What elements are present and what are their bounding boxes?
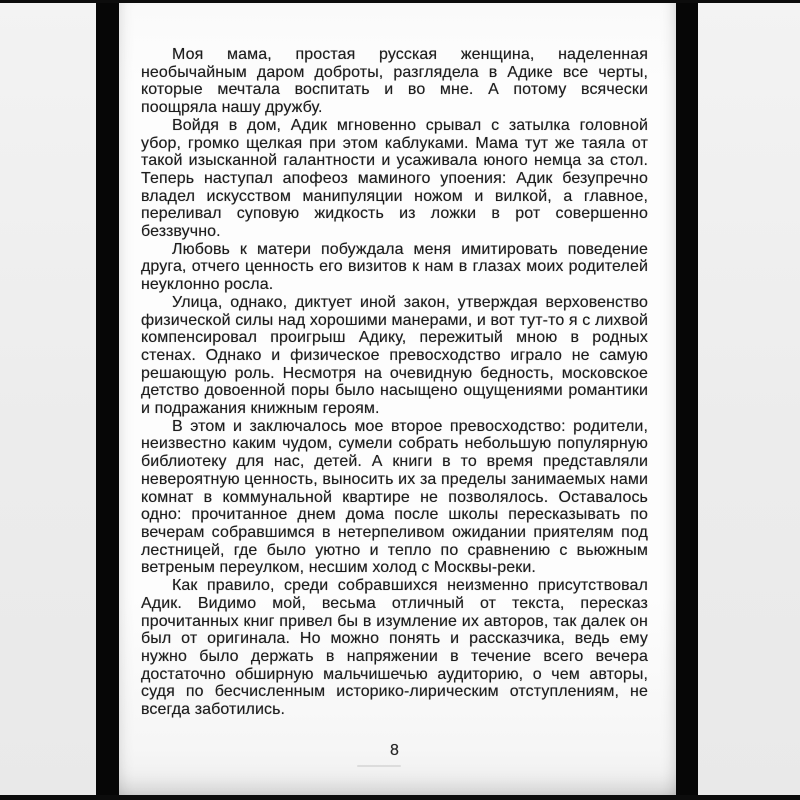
frame-edge-top <box>0 0 800 3</box>
frame-bar-left <box>96 0 119 800</box>
paragraph: Как правило, среди собравшихся неизменно присутствовал Адик. Видимо мой, весьма отличный от текста, пересказ прочитанных книг привел бы в изумление их авторов, так далек он был от оригинала. Но можно понять и рассказчика, ведь ему нужно было держать в напряжении в течение всего вечера достаточно обширную мальчишечью аудиторию, о чем авторы, судя по бесчисленным историко-лирическим отступлениям, не всегда заботились. <box>141 577 648 719</box>
paragraph: Моя мама, простая русская женщина, наделенная необычайным даром доброты, разглядела в Адике все черты, которые мечтала воспитать и во мне. А потому всячески поощряла нашу дружбу. <box>141 46 648 117</box>
page-text-block <box>141 46 648 719</box>
scan-artifact-mark <box>357 765 401 767</box>
paragraph: Улица, однако, диктует иной закон, утверждая верховенство физической силы над хорошими манерами, и вот тут-то я с лихвой компенсировал проигрыш Адику, пережитый мною в родных стенах. Однако и физическое превосходство играло не самую решающую роль. Несмотря на очевидную бедность, московское детство довоенной поры было насыщено ощущениями романтики и подражания книжным героям. <box>141 293 648 418</box>
frame-bar-right <box>676 0 698 800</box>
paragraph: Любовь к матери побуждала меня имитировать поведение друга, отчего ценность его визитов к нам в глазах моих родителей неуклонно росла. <box>141 240 648 294</box>
page-number: 8 <box>390 742 399 759</box>
paragraph: В этом и заключалось мое второе превосходство: родители, неизвестно каким чудом, сумели собрать небольшую популярную библиотеку для нас, детей. А книги в то время представляли невероятную ценность, выносить их за пределы занимаемых нами комнат в коммунальной квартире не позволялось. Оставалось одно: прочитанное днем дома после школы пересказывать по вечерам собравшимся в нетерпеливом ожидании приятелям под лестницей, где было уютно и тепло по сравнению с вьюжным ветреным переулком, несшим холод с Москвы-реки. <box>141 417 648 577</box>
book-page <box>119 2 676 795</box>
frame-edge-bottom <box>0 795 800 800</box>
paragraph: Войдя в дом, Адик мгновенно срывал с затылка головной убор, громко щелкая при этом каблуками. Мама тут же таяла от такой изысканной галантности и усаживала юного немца за стол. Теперь наступал апофеоз маминого упоения: Адик безупречно владел искусством манипуляции ножом и вилкой, а главное, переливал суповую жидкость из ложки в рот совершенно беззвучно. <box>141 116 648 241</box>
